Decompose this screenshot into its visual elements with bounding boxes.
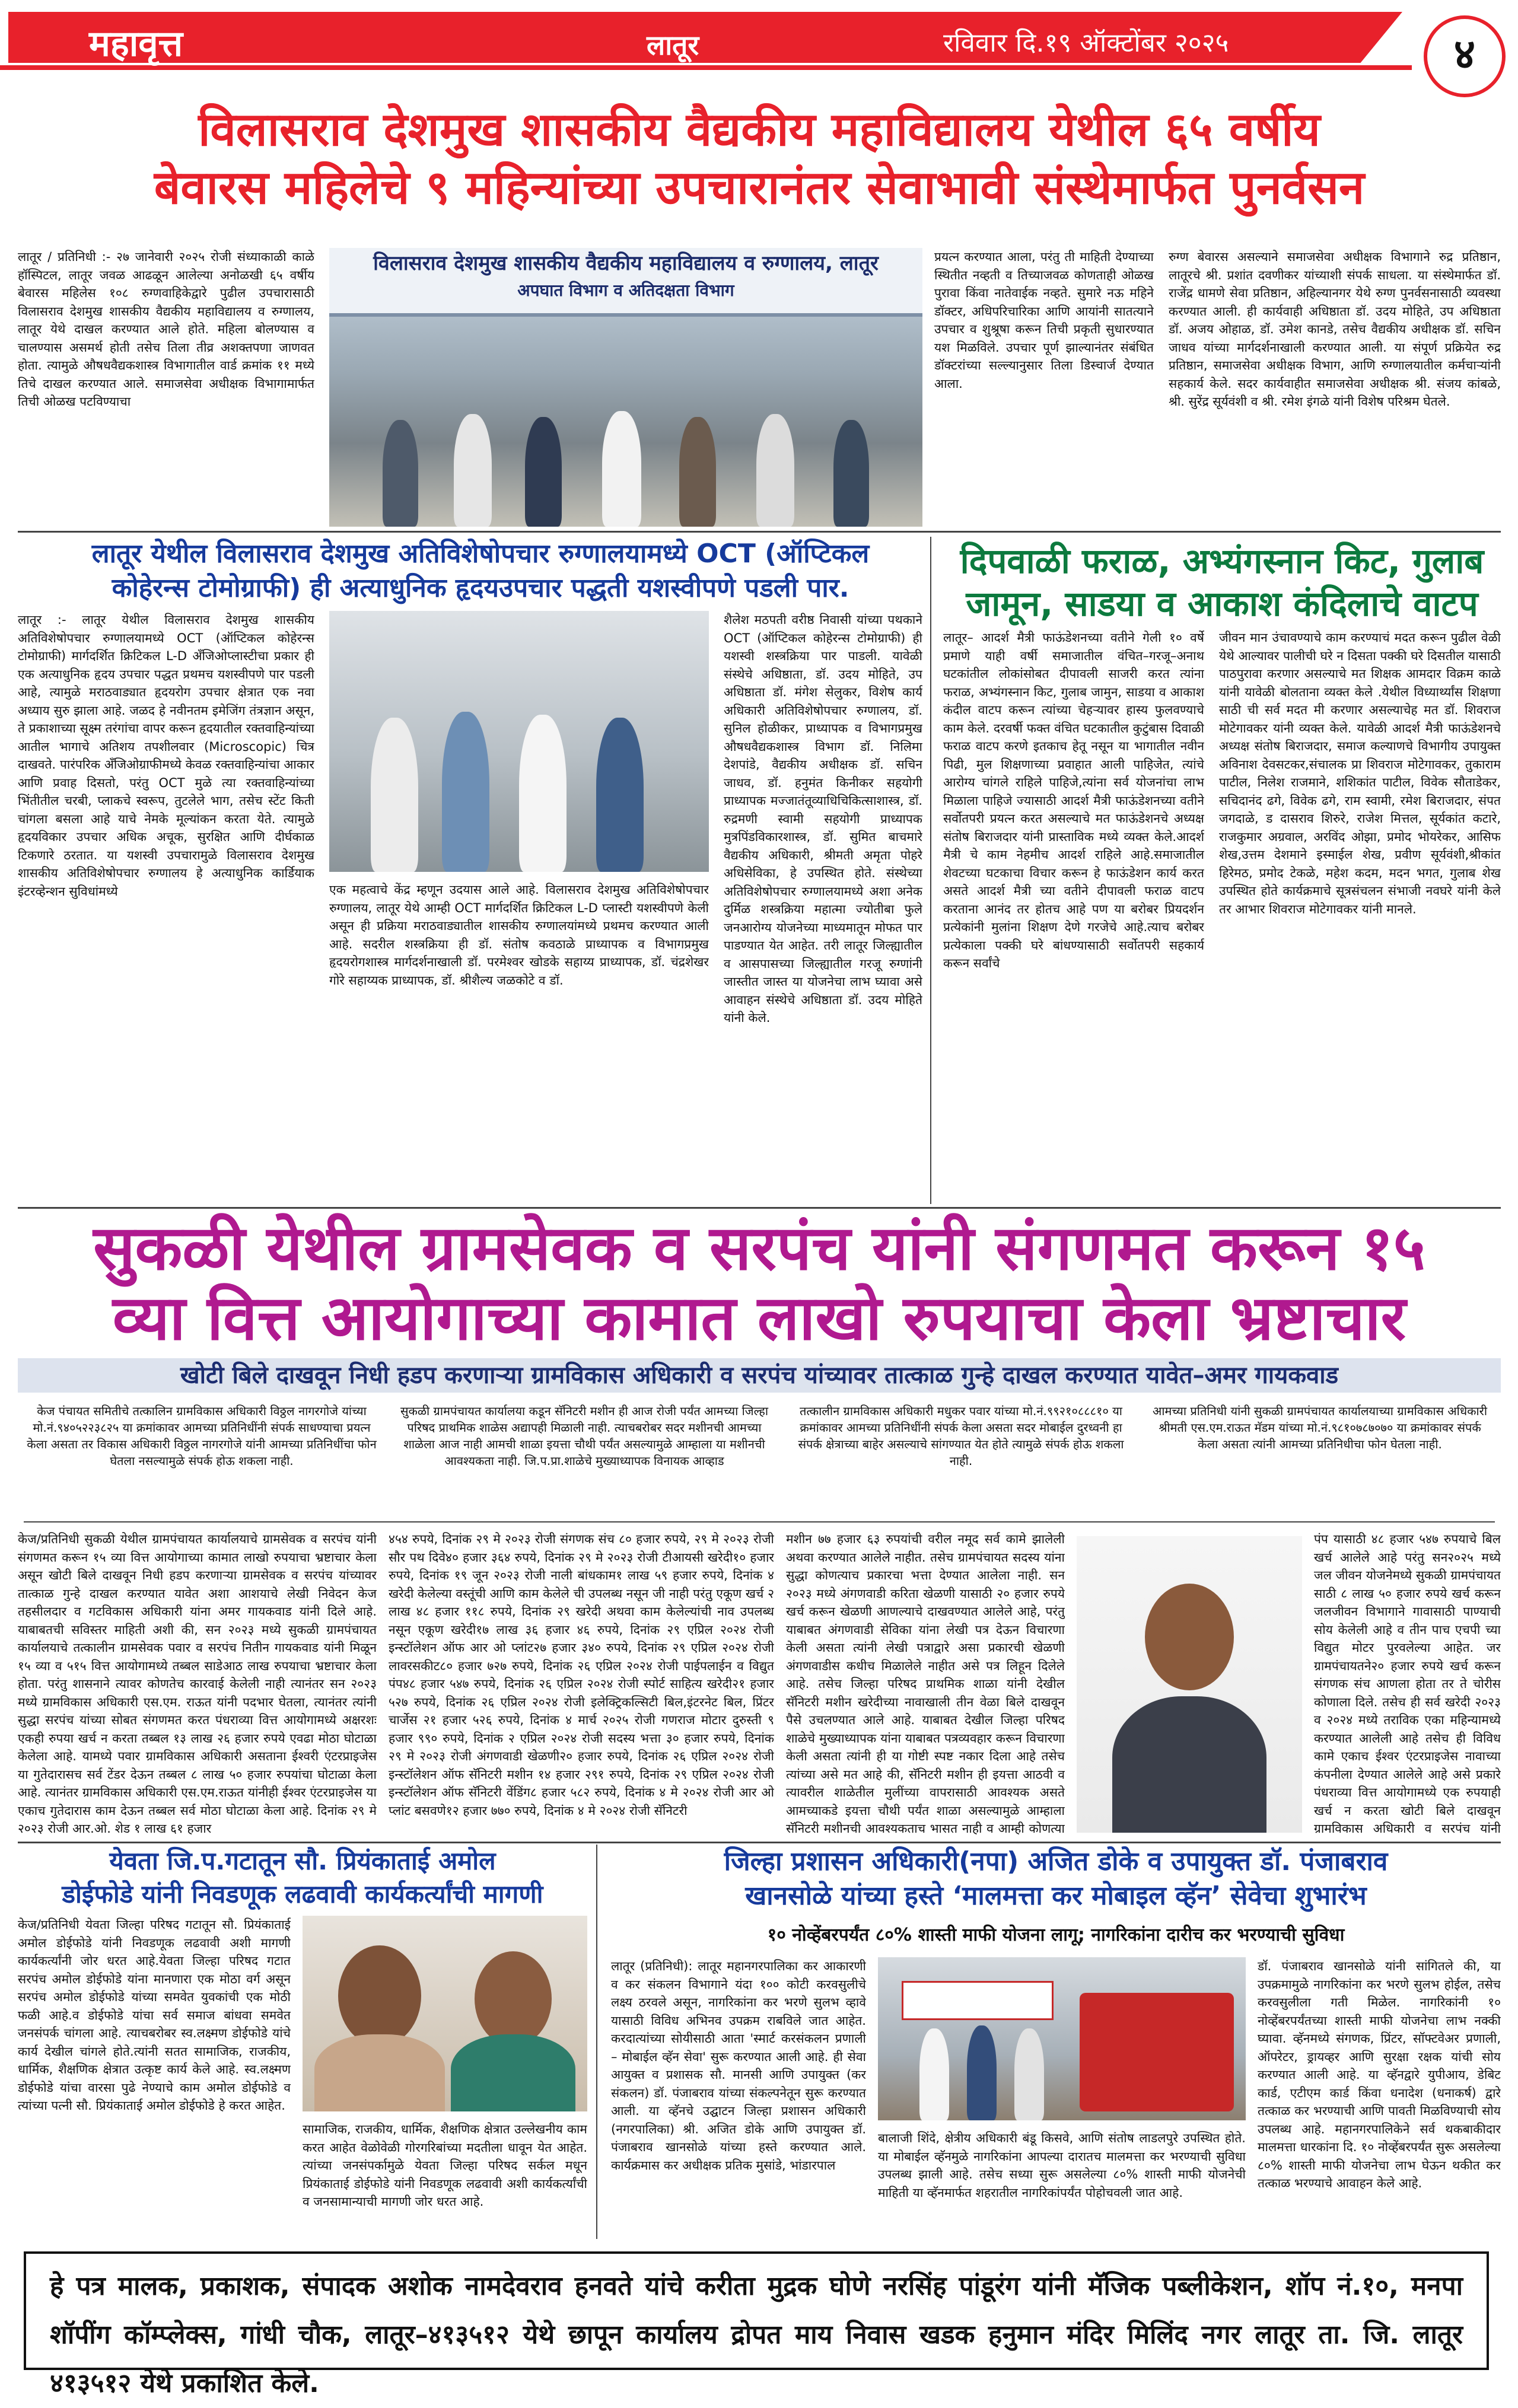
portrait-shirt (1112, 1696, 1266, 1833)
story3-col2: जीवन मान उंचावण्याचे काम करण्याचं मदत करून पुढील वेळी येथे आल्यावर पालीची घरे न दिसता पक्की घरे दिसतील यासाठी पाठपुरावा करणार असल्याचे मत शिक्षक आमदार विक्रम काळे यांनी यावेळी बोलताना व्यक्त केले .येथील विध्यार्थ्यांस शिक्षणा साठी ची सर्व मदत मी करणार असल्याचेह मत डॉ. शिवराज मोटेगावकर यांनी व्यक्त केले. यावेळी आदर्श मैत्री फाऊंडेशनचे अध्यक्ष संतोष बिराजदार, समाज कल्याणचे विभागीय उपायुक्त अविनाश देवसटकर,संचालक प्रा शिवराज मोटेगावकर, तुकाराम पाटील, निलेश राजमाने, शशिकांत पाटील, विवेक सौताडेकर, सचिदानंद ढगे, विवेक ढगे, राम स्वामी, रमेश बिराजदार, संपत जगदाळे, ड दासराव शिरुरे, राजेश मित्तल, सूर्यकांत कटारे, राजकुमार अग्रवाल, अरविंद ओझा, प्रमोद भोयरेकर, आसिफ शेख,उत्तम देशमाने इस्माईल शेख, प्रवीण सूर्यवंशी,श्रीकांत हिरेमठ, प्रमोद टेकळे, महेश कदम, मदन भगत, गुलाब शेख उपस्थित होते कार्यक्रमाचे सूत्रसंचलन संभाजी नवघरे यांनी केले तर आभार शिवराज मोटेगावकर यांनी मानले. (1219, 630, 1501, 916)
photo-figure (756, 414, 794, 527)
divider (18, 531, 1501, 533)
photo-figure (596, 718, 644, 872)
divider (24, 1521, 1495, 1522)
story4-portrait (1077, 1536, 1302, 1833)
column-divider (930, 537, 931, 1204)
portrait-saree (451, 2034, 575, 2111)
story1-col3: रुग्ण बेवारस असल्याने समाजसेवा अधीक्षक विभागाने रुद्र प्रतिष्ठान, लातूरचे श्री. प्रशांत दवणीकर यांच्याशी संपर्क साधला. या संस्थेमार्फत डॉ. राजेंद्र धामणे सेवा प्रतिष्ठान, अहिल्यानगर येथे रुग्ण पुनर्वसनासाठी व्यवस्था करण्यात आली. ही कार्यवाही अधिष्ठाता डॉ. उदय मोहिते, उप अधिष्ठाता डॉ. अजय ओहाळ, डॉ. उमेश कानडे, तसेच वैद्यकीय अधीक्षक डॉ. सचिन जाधव यांच्या मार्गदर्शनाखाली करण्यात आली. या संपूर्ण प्रक्रियेत रुद्र प्रतिष्ठान, समाजसेवा अधीक्षक विभाग, आणि रुग्णालयातील कर्मचाऱ्यांनी सहकार्य केले. सदर कार्यवाहीत समाजसेवा अधीक्षक श्री. संजय कांबळे, श्री. सुरेंद्र सूर्यवंशी व श्री. रमेश इंगळे यांनी विशेष परिश्रम घेतले. (1169, 250, 1501, 409)
story2-headline-line1: लातूर येथील विलासराव देशमुख अतिविशेषोपचार रुग्णालयामध्ये OCT (ऑप्टिकल (91, 539, 870, 569)
portrait-face (338, 1945, 421, 2046)
story5-photo (303, 1916, 587, 2111)
story6-headline-line2: खानसोळे यांच्या हस्ते ‘मालमत्ता कर मोबाइल व्हॅन’ सेवेचा शुभारंभ (745, 1881, 1367, 1911)
divider (18, 1842, 1501, 1843)
story1-headline (36, 101, 1483, 217)
story4-col1: केज/प्रतिनिधी सुकळी येथील ग्रामपंचायत कार्यालयाचे ग्रामसेवक व सरपंच यांनी संगणमत करून १५ व्या वित्त आयोगाच्या कामात लाखो रुपयाचा भ्रष्टाचार केला असून खोटी बिले दाखवून निधी हडप करणाऱ्या ग्रामसेवक व सरपंच यांच्यावर तात्काळ गुन्हे दाखल करण्यात यावेत अशा आशयाचे लेखी निवेदन केज तहसीलदार व गटविकास अधिकारी यांना अमर गायकवाड यांनी दिले आहे. याबाबतची सविस्तर माहिती अशी की, सन २०२३ मध्ये सुकळी ग्रामपंचायत कार्यालयाचे तत्कालीन ग्रामसेवक पवार व सरपंच नितीन गायकवाड यांनी मिळून १५ व्या व ५१५ वित्त आयोगामध्ये तब्बल साडेआठ लाख रुपयाचा भ्रष्टाचार केला होता. परंतु शासनाने त्यावर कोणतेच कारवाई केलेली नाही त्यानंतर सन २०२३ मध्ये ग्रामविकास अधिकारी एस.एम. राऊत यांनी पदभार घेतला, त्यानंतर त्यांनी सुद्धा सरपंच यांच्या सोबत संगणमत करत पंधराव्या वित्त आयोगामध्ये अक्षरशः एकही रुपया खर्च न करता तब्बल १३ लाख २६ हजार रुपये एवढा मोठा घोटाळा केलेला आहे. यामध्ये पवार ग्रामविकास अधिकारी असताना ईश्वरी एंटरप्राइजेस या गुतेदारासच सर्व टेंडर देऊन तब्बल ८ लाख ५० हजार रुपयांचा घोटाळा केला आहे. त्यानंतर ग्रामविकास अधिकारी एस.एम.राऊत यांनीही ईश्वर एंटरप्राइजेस या एकाच गुतेदारास काम देऊन तब्बल सर्व मोठा घोटाळा केला आहे. दिनांक २९ मे २०२३ रोजी आर.ओ. शेड १ लाख ६१ हजार (18, 1532, 377, 1836)
story6-col2: बालाजी शिंदे, क्षेत्रीय अधिकारी बंडू किसवे, आणि संतोष लाडलपुरे उपस्थित होते. या मोबाईल व्हॅनमुळे नागरिकांना आपल्या दारातच मालमत्ता कर भरण्याची सुविधा उपलब्ध झाली आहे. तसेच सध्या सुरू असलेल्या ८०% शास्ती माफी योजनेची माहिती या व्हॅनमार्फत शहरातील नागरिकांपर्यंत पोहोचवली जात आहे. (878, 2131, 1246, 2200)
story4-col3: मशीन ७७ हजार ६३ रुपयांची वरील नमूद सर्व कामे झालेली अथवा करण्यात आलेले नाहीत. तसेच ग्रामपंचायत सदस्य यांना सुद्धा कोणत्याच प्रकारचा भत्ता देण्यात आलेला नाही. सन २०२३ मध्ये अंगणवाडी करिता खेळणी यासाठी २० हजार रुपये खर्च करून खेळणी आणल्याचे दाखवण्यात आलेले आहे, परंतु याबाबत अंगणवाडी सेविका यांना लेखी पत्र देऊन विचारणा केली असता त्यांनी लेखी पत्राद्वारे असा प्रकारची खेळणी अंगणवाडीस कधीच मिळालेले नाहीत असे पत्र लिहून दिलेले आहे. तसेच जिल्हा परिषद प्राथमिक शाळा यांनी देखील सॅनिटरी मशीन खरेदीच्या नावाखाली तीन वेळा बिले दाखवून पैसे उचलण्यात आले आहे. याबाबत देखील जिल्हा परिषद शाळेचे मुख्याध्यापक यांना याबाबत पत्रव्यवहार करून विचारणा केली असता त्यांनी ही या गोष्टी स्पष्ट नकार दिला आहे तसेच त्यांच्या असे मत आहे की, सॅनिटरी मशीन ही इयत्ता आठवी व त्यावरील शाळेतील मुलींच्या वापरासाठी आवश्यक असते आमच्याकडे इयत्ता चौथी पर्यंत शाळा असल्यामुळे आम्हाला सॅनिटरी मशीनची आवश्यकताच भासत नाही व आम्ही कोणत्या (786, 1532, 1065, 1836)
story2-col2: एक महत्वाचे केंद्र म्हणून उदयास आले आहे. विलासराव देशमुख अतिविशेषोपचार रुग्णालय, लातूर येथे आम्ही OCT मार्गदर्शित क्रिटिकल L-D प्लास्टी यशस्वीपणे केली असून ही प्रक्रिया मराठवाड्यातील शासकीय रुग्णालयांमध्ये प्रथमच करण्यात आली आहे. सदरील शस्त्रक्रिया ही डॉ. संतोष कवठाळे प्राध्यापक व विभागप्रमुख हृदयरोगशास्त्र मार्गदर्शनाखाली डॉ. परमेश्वर खोडके सहाय्य प्राध्यापक, डॉ. चंद्रशेखर गोरे सहाय्यक प्राध्यापक, डॉ. श्रीशैल्य जळकोटे व डॉ. (329, 883, 709, 988)
photo-figure (602, 411, 641, 527)
photo-figure (833, 420, 869, 527)
story1-headline-line2: बेवारस महिलेचे ९ महिन्यांच्या उपचारानंतर सेवाभावी संस्थेमार्फत पुनर्वसन (154, 161, 1365, 215)
story4-intro4: आमच्या प्रतिनिधी यांनी सुकळी ग्रामपंचायत कार्यालयाच्या ग्रामविकास अधिकारी श्रीमती एस.एम.राऊत मॅडम यांच्या मो.नं.९८१०७८७०७० या क्रमांकावर संपर्क केला असता त्यांनी आमच्या प्रतिनिधीचा फोन घेतला नाही. (1152, 1404, 1488, 1451)
newspaper-logo: महावृत्त (89, 23, 183, 65)
mobile-van (1080, 1993, 1234, 2111)
photo-figure (919, 2028, 949, 2120)
photo-figure (383, 420, 418, 527)
story4-intro1: केज पंचायत समितीचे तत्कालिन ग्रामविकास अधिकारी विठ्ठल नागरगोजे यांच्या मो.नं.९४०५२२३८२५ या क्रमांकावर आमच्या प्रतिनिधींनी संपर्क साधण्याचा प्रयत्न केला असता तर विकास अधिकारी विठ्ठल नागरगोजे यांनी आमच्या प्रतिनिधींचा फोन घेतला नसल्यामुळे संपर्क होऊ शकला नाही. (27, 1404, 377, 1468)
story6-headline-line1: जिल्हा प्रशासन अधिकारी(नपा) अजित डोके व उपायुक्त डॉ. पंजाबराव (724, 1846, 1388, 1877)
column-divider (596, 1845, 597, 2239)
story2-headline (36, 537, 925, 606)
story3-col1: लातूर– आदर्श मैत्री फाऊंडेशनच्या वतीने गेली १० वर्षे प्रमाणे याही वर्षी समाजातील वंचित–गरजू–अनाथ घटकांतील लोकांसोबत दीपावली साजरी करत त्यांना फराळ, अभ्यंगस्नान किट, गुलाब जामुन, साडया व आकाश कंदील वाटप करून त्यांच्या चेहऱ्यावर हास्य फुलवण्याचे काम केले. दरवर्षी फक्त वंचित घटकातील कुटुंबास दिवाळी फराळ वाटप करणे इतकाच हेतू नसून या भागातील नवीन पिढी, मुल शिक्षणाच्या प्रवाहात आली पाहिजेत, त्यांचे आरोग्य चांगले राहिले पाहिजे,त्यांना सर्व योजनांचा लाभ मिळाला पाहिजे ज्यासाठी आदर्श मैत्री फाऊंडेशनच्या वतीने सर्वोतपरी प्रयत्न करत असल्याचे मत फाऊंडेशनचे अध्यक्ष संतोष बिराजदार यांनी प्रास्ताविक मध्ये व्यक्त केले.आदर्श मैत्री चे काम नेहमीच आदर्श राहिले आहे.समाजातील शेवटच्या घटकाचा विचार करून हे फाऊंडेशन कार्य करत असते आदर्श मैत्री च्या वतीने दीपावली फराळ वाटप करताना आनंद तर होतच आहे पण या बरोबर प्रियदर्शन प्रत्येकांनी मुलांना शिक्षण देणे गरजेचे आहे.त्याच बरोबर प्रत्येकाला पक्की घरे बांधण्यासाठी सर्वोतपरी सहकार्य करून सर्वांचे (943, 630, 1204, 970)
photo-figure (519, 715, 567, 872)
signboard-line1: विलासराव देशमुख शासकीय वैद्यकीय महाविद्यालय व रुग्णालय, लातूर (373, 251, 879, 275)
story6-headline (611, 1845, 1501, 1913)
portrait-face (475, 1951, 552, 2046)
story4-headline (18, 1213, 1501, 1353)
divider (18, 1207, 1501, 1209)
story5-col2: सामाजिक, राजकीय, धार्मिक, शैक्षणिक क्षेत्रात उल्लेखनीय काम करत आहेत वेळोवेळी गोरगरिबांच्या मदतीला धावून येत आहेत. त्यांच्या जनसंपर्कामुळे येवता जिल्हा परिषद सर्कल मधून प्रियंकाताई डोईफोडे यांनी निवडणूक लढवावी अशी कार्यकर्त्यांची व जनसामान्याची मागणी जोर धरत आहे. (303, 2122, 587, 2209)
story1-col1: लातूर / प्रतिनिधी :- २७ जानेवारी २०२५ रोजी संध्याकाळी काळे हॉस्पिटल, लातूर जवळ आढळून आलेल्या अनोळखी ६५ वर्षीय बेवारस महिलेस १०८ रुग्णवाहिकेद्वारे पुढील उपचारासाठी विलासराव देशमुख शासकीय वैद्यकीय महाविद्यालय व रुग्णालय, लातूर येथे दाखल करण्यात आले होते. महिला बोलण्यास व चालण्यास असमर्थ होती तसेच तिला तीव्र अशक्तपणा जाणवत होता. त्यामुळे औषधवैद्यकशास्त्र विभागातील वार्ड क्रमांक ११ मध्ये तिचे दाखल करण्यात आले. समाजसेवा अधीक्षक विभागामार्फत तिची ओळख पटविण्याचा (18, 250, 314, 409)
story5-headline (18, 1845, 587, 1911)
signboard-line2: अपघात विभाग व अतिदक्षता विभाग (517, 281, 734, 300)
masthead-rule (0, 65, 1412, 70)
story5-col1: केज/प्रतिनिधी येवता जिल्हा परिषद गटातून सौ. प्रियंकाताई अमोल डोईफोडे यांनी निवडणूक लढवावी अशी मागणी कार्यकर्त्यांनी जोर धरत आहे.येवता जिल्हा परिषद गटात सरपंच अमोल डोईफोडे यांना मानणारा एक मोठा वर्ग असून सरपंच अमोल डोईफोडे यांच्या समवेत युवकांची एक मोठी फळी आहे.व डोईफोडे यांचा सर्व समाज बांधवा समवेत जनसंपर्क चांगला आहे. त्याचबरोबर स्व.लक्ष्मण डोईफोडे यांचे कार्य देखील चांगले होते.त्यांनी सतत सामाजिक, राजकीय, धार्मिक, शैक्षणिक क्षेत्रात उत्कृष्ट कार्य केले आहे. स्व.लक्ष्मण डोईफोडे यांचा वारसा पुढे नेण्याचे काम अमोल डोईफोडे व त्यांच्या पत्नी सौ. प्रियंकाताई अमोल डोईफोडे हे करत आहेत. (18, 1918, 291, 2113)
story2-photo (329, 611, 709, 872)
edition-date: रविवार दि.१९ ऑक्टोंबर २०२५ (943, 28, 1229, 58)
story4-subheadline: खोटी बिले दाखवून निधी हडप करणाऱ्या ग्रामविकास अधिकारी व सरपंच यांच्यावर तात्काळ गुन्हे दाखल करण्यात यावेत–अमर गायकवाड (18, 1358, 1501, 1393)
story1-col2: प्रयत्न करण्यात आला, परंतु ती माहिती देण्याच्या स्थितीत नव्हती व तिच्याजवळ कोणताही ओळख पुरावा किंवा नातेवाईक नव्हते. सुमारे नऊ महिने डॉक्टर, अधिपरिचारिका आणि आयांनी सातत्याने उपचार व शुश्रूषा करून तिची प्रकृती सुधारण्यात यश मिळविले. उपचार पूर्ण झाल्यानंतर संबंधित डॉक्टरांच्या सल्ल्यानुसार तिला डिस्चार्ज देण्यात आला. (934, 250, 1154, 391)
photo-figure (442, 712, 489, 872)
story4-headline-line1: सुकळी येथील ग्रामसेवक व सरपंच यांनी संगणमत करून १५ (93, 1212, 1425, 1284)
portrait-face (1145, 1584, 1234, 1690)
photo-figure (679, 417, 716, 527)
story4-intro2: सुकळी ग्रामपंचायत कार्यालया कडून सॅनिटरी मशीन ही आज रोजी पर्यंत आमच्या जिल्हा परिषद प्राथमिक शाळेस अद्यापही मिळाली नाही. त्याचबरोबर सदर मशीनची आमच्या शाळेला आज नाही आमची शाळा इयत्ता चौथी पर्यंत असल्यामुळे आम्हाला या मशीनची आवश्यकता नाही. जि.प.प्रा.शाळेचे मुख्याध्यापक विनायक आव्हाड (400, 1404, 769, 1468)
story4-col2: ४५४ रुपये, दिनांक २९ मे २०२३ रोजी संगणक संच ८० हजार रुपये, २९ मे २०२३ रोजी सौर पथ दिवे४० हजार ३६४ रुपये, दिनांक २९ मे २०२३ रोजी टीआयसी खरेदी१० हजार रुपये, दिनांक १९ जून २०२३ रोजी नाली बांधकाम१ लाख ५९ हजार रुपये, दिनांक ४ खरेदी केलेल्या वस्तूंची आणि काम केलेले ची उपलब्ध नसून जी नाही परंतु एकूण खर्च २ लाख ४८ हजार ११८ रुपये, दिनांक २९ खरेदी अथवा काम केलेल्यांची नाव उपलब्ध नसून एकूण खरेदी१७ लाख ३६ हजार ४६ रुपये, दिनांक २९ एप्रिल २०२४ रोजी इन्स्टॉलेशन ऑफ आर ओ प्लांट२७ हजार ३४० रुपये, दिनांक २९ एप्रिल २०२४ रोजी लावरसकीट८० हजार ७२७ रुपये, दिनांक २६ एप्रिल २०२४ रोजी पाईपलाईन व विद्युत पंप४८ हजार ५४७ रुपये, दिनांक २६ एप्रिल २०२४ रोजी स्पोर्ट साहित्य खरेदी२१ हजार ५२७ रुपये, दिनांक २६ एप्रिल २०२४ रोजी इलेक्ट्रिकल्सिटी बिल,इंटरनेट बिल, प्रिंटर चार्जेस २१ हजार ५२६ रुपये, दिनांक ४ मार्च २०२५ रोजी गणराज मोटार दुरुस्ती ९ हजार ९९० रुपये, दिनांक २ एप्रिल २०२४ रोजी सदस्य भत्ता ३० हजार रुपये, दिनांक २९ मे २०२३ रोजी अंगणवाडी खेळणी२० हजार रुपये, दिनांक २६ एप्रिल २०२४ रोजी इन्स्टॉलेशन ऑफ सॅनिटरी मशीन १४ हजार २९१ रुपये, दिनांक २९ एप्रिल २०२४ रोजी इन्स्टॉलेशन ऑफ सॅनिटरी वेंडिंग८ हजार ५८२ रुपये, दिनांक ४ मे २०२४ रोजी आर ओ प्लांट बसवणे१२ हजार ७७० रुपये, दिनांक ४ मे २०२४ रोजी सॅनिटरी (389, 1532, 774, 1818)
photo-figure (454, 414, 492, 527)
banner (902, 1981, 1054, 2020)
photo-figure (967, 2025, 997, 2120)
story3-headline: दिपवाळी फराळ, अभ्यंगस्नान किट, गुलाब जामून, साडया व आकाश कंदिलाचे वाटप (960, 541, 1484, 624)
publisher-imprint: हे पत्र मालक, प्रकाशक, संपादक अशोक नामदेवराव हनवते यांचे करीता मुद्रक घोणे नरसिंह पांडूरंग यांनी मॅजिक पब्लीकेशन, शॉप नं.१०, मनपा शॉपींग कॉम्प्लेक्स, गांधी चौक, लातूर–४१३५१२ येथे छापून कार्यालय द्रोपत माय निवास खडक हनुमान मंदिर मिलिंद नगर लातूर ता. जि. लातूर ४१३५१२ येथे प्रकाशित केले. (24, 2251, 1489, 2370)
edition-city: लातूर (647, 29, 699, 61)
story6-subheadline: १० नोव्हेंबरपर्यंत ८०% शास्ती माफी योजना लागू; नागरिकांना दारीच कर भरण्याची सुविधा (767, 1925, 1345, 1945)
story1-headline-line1: विलासराव देशमुख शासकीय वैद्यकीय महाविद्यालय येथील ६५ वर्षीय (198, 103, 1320, 157)
story5-headline-line1: येवता जि.प.गटातून सौ. प्रियंकाताई अमोल (109, 1846, 496, 1875)
story2-headline-line2: कोहेरन्स टोमोग्राफी) ही अत्याधुनिक हृदयउपचार पद्धती यशस्वीपणे पडली पार. (112, 573, 849, 603)
story2-col1: लातूर :- लातूर येथील विलासराव देशमुख शासकीय अतिविशेषोपचार रुग्णालयामध्ये OCT (ऑप्टिकल कोहेरन्स टोमोग्राफी) मार्गदर्शित क्रिटिकल L-D अँजिओप्लास्टीचा प्रकार ही एक अत्याधुनिक हृदय उपचार पद्धत प्रथमच यशस्वीपणे पार पडली आहे, त्यामुळे मराठवाड्यात हृदयरोग उपचार क्षेत्रात एक नवा अध्याय सुरु झाला आहे. जळद हे नवीनतम इमेजिंग तंत्रज्ञान असून, ते प्रकाशाच्या सूक्ष्म तरंगांचा वापर करून हृदयातील रक्तवाहिन्यांच्या आतील भागाचे अतिशय तपशीलवार (Microscopic) चित्र दाखवते. पारंपरिक अँजिओग्राफीमध्ये केवळ रक्तवाहिन्यांचा आकार आणि प्रवाह दिसतो, परंतु OCT मुळे त्या रक्तवाहिन्यांच्या भिंतीतील चरबी, प्लाकचे स्वरूप, तुटलेले भाग, तसेच स्टेंट किती चांगला बसला आहे याचे नेमके मूल्यांकन करता येते. त्यामुळे हृदयविकार उपचार अधिक अचूक, सुरक्षित आणि दीर्घकाळ टिकणारे ठरतात. या यशस्वी उपचारामुळे विलासराव देशमुख शासकीय अतिविशेषोपचार रुग्णालय हे अत्याधुनिक कार्डियाक इंटरव्हेन्शन सुविधांमध्ये (18, 613, 314, 899)
story4-col4: पंप यासाठी ४८ हजार ५४७ रुपयाचे बिल खर्च आलेले आहे परंतु सन२०२५ मध्ये जल जीवन योजनेमध्ये सुकळी ग्रामपंचायत साठी ८ लाख ५० हजार रुपये खर्च करून जलजीवन विभागाने गावासाठी पाण्याची सोय केलेली आहे व तीन पाच एचपी च्या विद्युत मोटर पुरवलेल्या आहेत. जर ग्रामपंचायतने२० हजार रुपये खर्च करून संगणक संच आणला होता तर ते चोरीस कोणाला दिले. तसेच ही सर्व खरेदी २०२३ व २०२४ मध्ये तराविक एका महिन्यामध्ये करण्यात आलेली आहे तसेच ही विविध कामे एकाच ईश्वर एंटरप्राइजेस नावाच्या कंपनीला देण्यात आलेले आहे असे प्रकारे पंधराव्या वित्त आयोगामध्ये एक रुपयाही खर्च न करता खोटी बिले दाखवून ग्रामविकास अधिकारी व सरपंच यांनी (1314, 1532, 1501, 1836)
story6-col1: लातूर (प्रतिनिधी): लातूर महानगरपालिका कर आकारणी व कर संकलन विभागाने यंदा १०० कोटी करवसुलीचे लक्ष्य ठरवले असून, नागरिकांना कर भरणे सुलभ व्हावे यासाठी विविध अभिनव उपक्रम राबविले जात आहेत. करदात्यांच्या सोयीसाठी आता 'स्मार्ट करसंकलन प्रणाली – मोबाईल व्हॅन सेवा' सुरू करण्यात आली आहे. ही सेवा आयुक्त व प्रशासक सौ. मानसी आणि उपायुक्त (कर संकलन) डॉ. पंजाबराव यांच्या संकल्पनेतून सुरू करण्यात आली. या व्हॅनचे उद्घाटन जिल्हा प्रशासन अधिकारी (नगरपालिका) श्री. अजित डोके आणि उपायुक्त डॉ. पंजाबराव खानसोळे यांच्या हस्ते करण्यात आले. कार्यक्रमास कर अधीक्षक प्रतिक मुसांडे, भांडारपाल (611, 1959, 866, 2173)
photo-figure (1014, 2028, 1044, 2120)
story1-photo (329, 248, 922, 527)
story2-col3: शैलेश मठपती वरीष्ठ निवासी यांच्या पथकाने OCT (ऑप्टिकल कोहेरन्स टोमोग्राफी) ही यशस्वी शस्त्रक्रिया पार पाडली. यावेळी संस्थेचे अधिष्ठाता, डॉ. उदय मोहिते, उप अधिष्ठाता डॉ. मंगेश सेलुकर, विशेष कार्य अधिकारी अतिविशेषोपचार रुग्णालय, डॉ. सुनिल होळीकर, प्राध्यापक व विभागप्रमुख औषधवैद्यकशास्त्र विभाग डॉ. निलिमा देशपांडे, वैद्यकीय अधीक्षक डॉ. सचिन जाधव, डॉ. हनुमंत किनीकर सहयोगी प्राध्यापक मज्जातंतूव्याधिचिकित्साशास्त्र, डॉ. रुद्रमणी स्वामी सहयोगी प्राध्यापक मुत्रपिंडविकारशास्त्र, डॉ. सुमित बाचमारे वैद्यकीय अधिकारी, श्रीमती अमृता पोहरे अधिसेविका, हे उपस्थित होते. संस्थेच्या अतिविशेषोपचार रुग्णालयामध्ये अशा अनेक दुर्मिळ शस्त्रक्रिया महात्मा ज्योतीबा फुले जनआरोग्य योजनेच्या माध्यमातून मोफत पार पाडण्यात येत आहेत. तरी लातूर जिल्ह्यातील व आसपासच्या जिल्ह्यातील गरजू रुग्णांनी जास्तीत जास्त या योजनेचा लाभ घ्यावा असे आवाहन संस्थेचे अधिष्ठाता डॉ. उदय मोहिते यांनी केले. (724, 613, 922, 1025)
story1-photo-signboard (329, 248, 922, 317)
portrait-shirt (314, 2034, 445, 2111)
story6-col3: डॉ. पंजाबराव खानसोळे यांनी सांगितले की, या उपक्रमामुळे नागरिकांना कर भरणे सुलभ होईल, तसेच करवसुलीला गती मिळेल. नागरिकांनी १० नोव्हेंबरपर्यंतच्या शास्ती माफी योजनेचा लाभ नक्की घ्यावा. व्हॅनमध्ये संगणक, प्रिंटर, सॉफ्टवेअर प्रणाली, ऑपरेटर, ड्रायव्हर आणि सुरक्षा रक्षक यांची सोय करण्यात आली आहे. या व्हॅनद्वारे युपीआय, डेबिट कार्ड, एटीएम कार्ड किंवा धनादेश (धनाकर्ष) द्वारे तत्काळ कर भरण्याची आणि पावती मिळविण्याची सोय उपलब्ध आहे. महानगरपालिकेने सर्व थकबाकीदार मालमत्ता धारकांना दि. १० नोव्हेंबरपर्यंत सुरू असलेल्या ८०% शास्ती माफी योजनेचा लाभ घेऊन थकीत कर तत्काळ भरण्याचे आवाहन केले आहे. (1258, 1959, 1501, 2190)
story5-headline-line2: डोईफोडे यांनी निवडणूक लढवावी कार्यकर्त्यांची मागणी (62, 1880, 543, 1909)
story6-photo (878, 1957, 1246, 2120)
story4-headline-line2: व्या वित्त आयोगाच्या कामात लाखो रुपयाचा केला भ्रष्टाचार (112, 1282, 1406, 1354)
story4-intro3: तत्कालीन ग्रामविकास अधिकारी मधुकर पवार यांच्या मो.नं.९९२१०८८८१० या क्रमांकावर आमच्या प्रतिनिधींनी संपर्क केला असता सदर मोबाईल दुरध्वनी हा संपर्क क्षेत्राच्या बाहेर असल्याचे सांगण्यात येत होते त्यामुळे संपर्क होऊ शकला नाही. (798, 1404, 1124, 1468)
page-number-badge: ४ (1424, 15, 1506, 97)
photo-figure (525, 417, 562, 527)
photo-figure (371, 718, 418, 872)
